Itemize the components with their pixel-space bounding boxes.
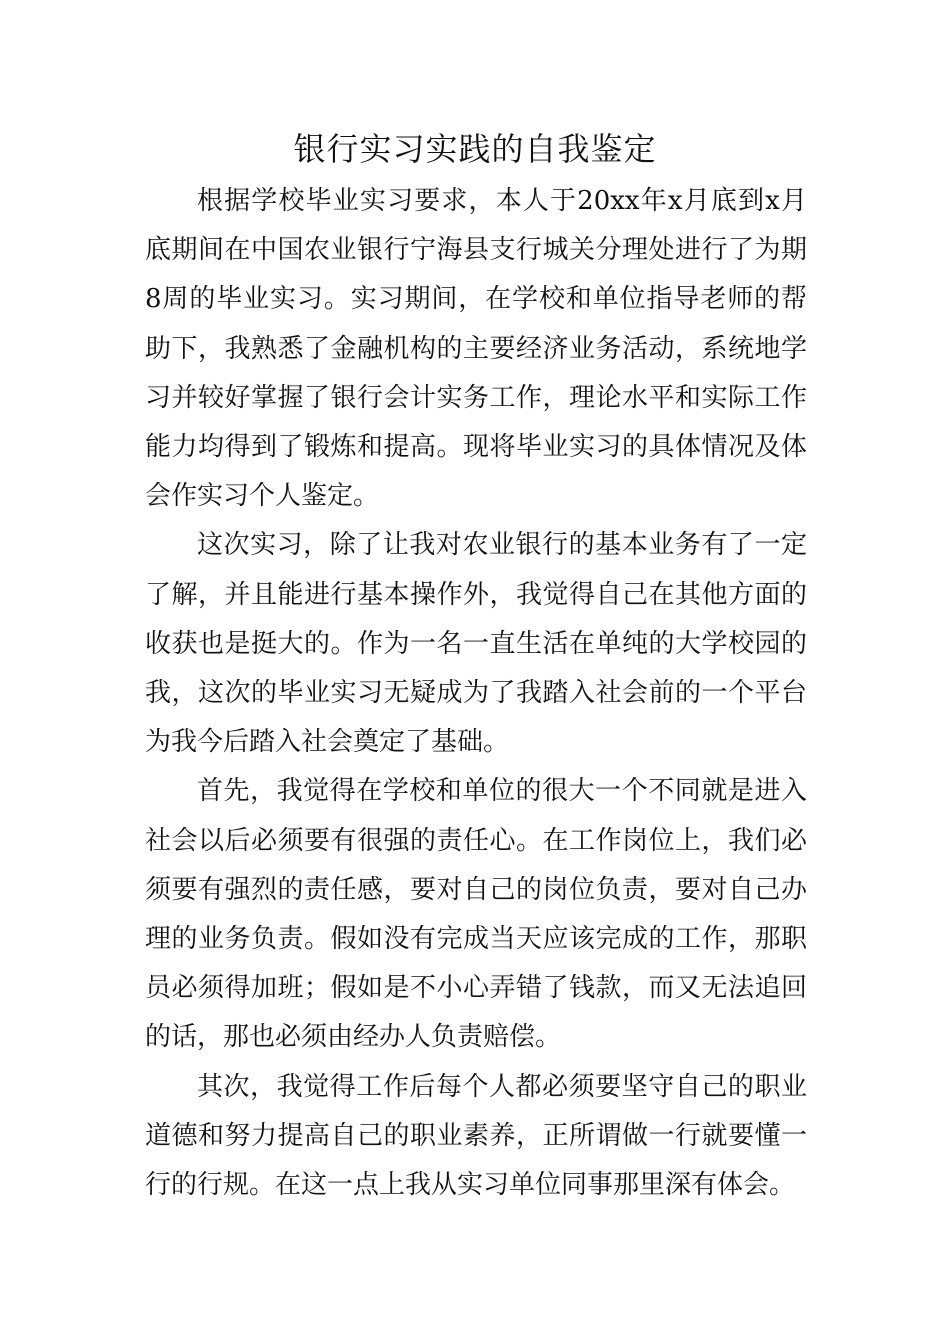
paragraph-1: 根据学校毕业实习要求，本人于20xx年x月底到x月底期间在中国农业银行宁海县支行城关分理处进行了为期8周的毕业实习。实习期间，在学校和单位指导老师的帮助下，我熟悉了金融机构的主要经济业务活动，系统地学习并较好掌握了银行会计实务工作，理论水平和实际工作能力均得到了锻炼和提高。现将毕业实习的具体情况及体会作实习个人鉴定。 bbox=[145, 186, 807, 512]
document-title: 银行实习实践的自我鉴定 bbox=[293, 130, 657, 168]
paragraph-4: 其次，我觉得工作后每个人都必须要坚守自己的职业道德和努力提高自己的职业素养，正所谓做一行就要懂一行的行规。在这一点上我从实习单位同事那里深有体会。 bbox=[145, 1071, 807, 1201]
paragraph-3: 首先，我觉得在学校和单位的很大一个不同就是进入社会以后必须要有很强的责任心。在工作岗位上，我们必须要有强烈的责任感，要对自己的岗位负责，要对自己办理的业务负责。假如没有完成当天应该完成的工作，那职员必须得加班；假如是不小心弄错了钱款，而又无法追回的话，那也必须由经办人负责赔偿。 bbox=[145, 776, 807, 1053]
paragraph-2: 这次实习，除了让我对农业银行的基本业务有了一定了解，并且能进行基本操作外，我觉得自己在其他方面的收获也是挺大的。作为一名一直生活在单纯的大学校园的我，这次的毕业实习无疑成为了我踏入社会前的一个平台为我今后踏入社会奠定了基础。 bbox=[145, 530, 807, 758]
document-body bbox=[145, 177, 807, 1210]
